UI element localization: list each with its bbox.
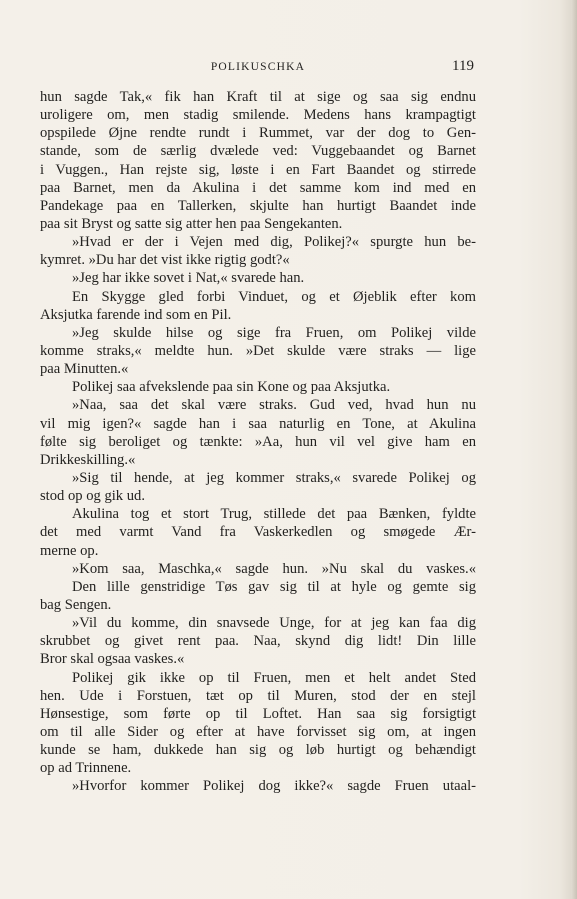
text-line: Polikej gik ikke op til Fruen, men et helt andet Sted	[72, 669, 476, 686]
text-line: hun sagde Tak,« fik han Kraft til at sige og saa sig endnu	[40, 89, 476, 105]
text-line: bag Sengen.	[40, 596, 112, 613]
text-line: Polikej saa afvekslende paa sin Kone og paa Aksjutka.	[72, 379, 391, 396]
text-line: opspilede Øjne rendte rundt i Rummet, var der dog to Gen-	[40, 125, 476, 142]
text-line: »Hvad er der i Vejen med dig, Polikej?« spurgte hun be-	[72, 234, 476, 251]
text-line: Den lille genstridige Tøs gav sig til at hyle og gemte sig	[72, 578, 476, 595]
text-line: Pandekage paa en Tallerken, skjulte han hurtigt Baandet inde	[40, 197, 476, 214]
running-title: POLIKUSCHKA	[210, 61, 306, 73]
text-line: i Vuggen., Han rejste sig, løste i en Fart Baandet og stirrede	[40, 161, 476, 178]
text-line: paa Barnet, men da Akulina i det samme kom ind med en	[40, 179, 476, 196]
text-line: Hønsestige, som førte op til Loftet. Han saa sig forsigtigt	[40, 705, 476, 722]
text-line: paa sit Bryst og satte sig atter hen paa Sengekanten.	[40, 215, 343, 232]
page-edge	[571, 0, 577, 899]
text-line: Akulina tog et stort Trug, stillede det paa Bænken, fyldte	[72, 506, 476, 523]
text-line: hen. Ude i Forstuen, tæt op til Muren, stod der en stejl	[40, 687, 476, 704]
page-number: 119	[452, 58, 474, 74]
text-line: komme straks,« meldte hun. »Det skulde være straks — lige	[40, 342, 476, 359]
text-line: kymret. »Du har det vist ikke rigtig godt?«	[40, 252, 290, 269]
text-line: op ad Trinnene.	[40, 760, 132, 777]
text-line: Drikkeskilling.«	[40, 451, 136, 468]
text-line: Bror skal ogsaa vaskes.«	[40, 651, 185, 668]
body-text	[40, 88, 476, 795]
text-line: »Jeg har ikke sovet i Nat,« svarede han.	[72, 270, 305, 287]
text-line: »Jeg skulde hilse og sige fra Fruen, om Polikej vilde	[72, 324, 476, 341]
text-line: »Sig til hende, at jeg kommer straks,« svarede Polikej og	[72, 469, 476, 486]
page-header	[40, 58, 476, 78]
text-line: »Naa, saa det skal være straks. Gud ved, hvad hun nu	[72, 397, 476, 414]
text-line: »Hvorfor kommer Polikej dog ikke?« sagde Fruen utaal-	[72, 778, 476, 795]
text-line: »Kom saa, Maschka,« sagde hun. »Nu skal du vaskes.«	[72, 560, 476, 577]
text-line: uroligere om, men stadig smilende. Medens hans krampagtigt	[40, 107, 476, 124]
text-line: stande, som de særlig dvælede ved: Vuggebaandet og Barnet	[40, 143, 476, 160]
text-line: »Vil du komme, din snavsede Unge, for at jeg kan faa dig	[72, 615, 476, 632]
text-line: Aksjutka farende ind som en Pil.	[40, 306, 232, 323]
text-line: skrubbet og givet rent paa. Naa, skynd dig lidt! Din lille	[40, 633, 476, 650]
text-line: det med varmt Vand fra Vaskerkedlen og smøgede Ær-	[40, 524, 476, 541]
text-line: vil mig igen?« sagde han i saa naturlig en Tone, at Akulina	[40, 415, 476, 432]
text-line: stod op og gik ud.	[40, 488, 145, 505]
text-line: En Skygge gled forbi Vinduet, og et Øjeblik efter kom	[72, 288, 476, 305]
text-line: om til alle Sider og efter at have forvisset sig om, at ingen	[40, 723, 476, 740]
text-line: kunde se ham, dukkede han sig og løb hurtigt og behændigt	[40, 742, 476, 759]
text-line: paa Minutten.«	[40, 361, 129, 378]
text-line: merne op.	[40, 542, 99, 559]
text-line: følte sig beroliget og tænkte: »Aa, hun vil vel give ham en	[40, 433, 476, 450]
